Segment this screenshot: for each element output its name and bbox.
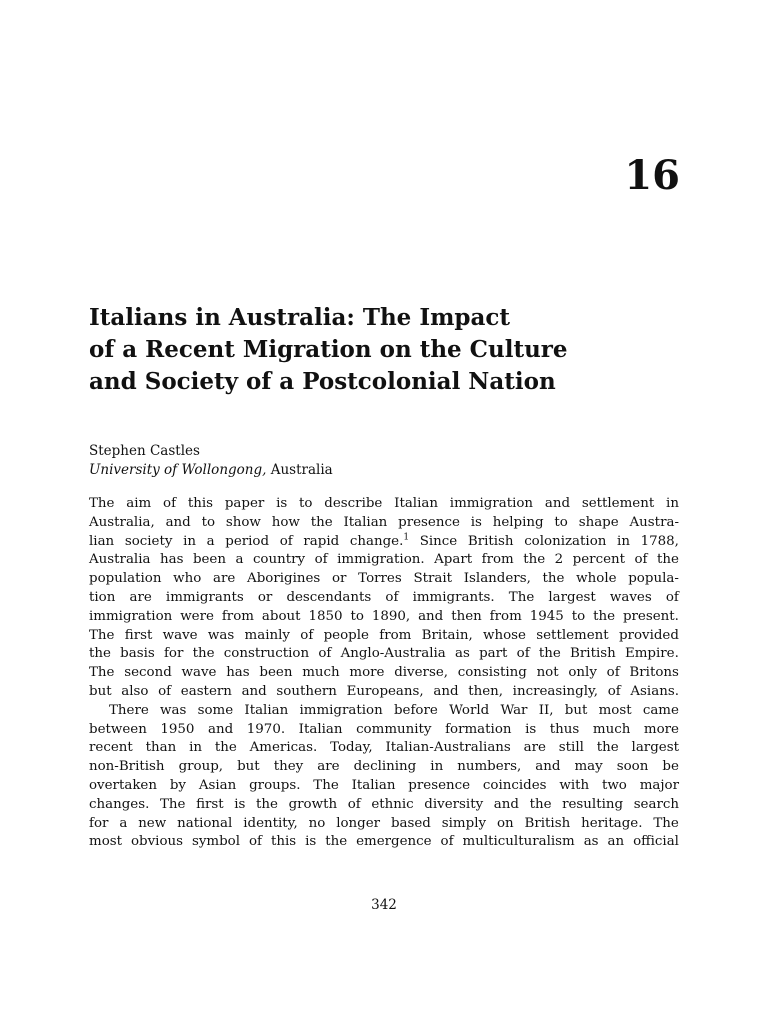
text-line bbox=[89, 815, 679, 834]
word: or bbox=[257, 589, 273, 605]
word: whose bbox=[483, 627, 526, 643]
word: official bbox=[633, 834, 679, 850]
word: Today, bbox=[330, 740, 373, 756]
word: immigration bbox=[449, 496, 534, 511]
word: from bbox=[221, 608, 254, 624]
word: emergence bbox=[356, 834, 432, 850]
word: of bbox=[158, 683, 172, 699]
word: are bbox=[317, 759, 340, 775]
word: construction bbox=[223, 646, 310, 662]
word: is bbox=[276, 496, 288, 511]
word: show bbox=[225, 514, 261, 530]
word: are bbox=[523, 740, 546, 756]
word: with bbox=[559, 777, 590, 793]
word: Strait bbox=[413, 571, 453, 587]
text-line bbox=[89, 608, 679, 627]
word: most bbox=[598, 702, 632, 718]
word: change.$^1$ bbox=[349, 532, 410, 549]
text-line bbox=[89, 645, 679, 664]
word: was bbox=[160, 702, 187, 718]
word: aim bbox=[126, 496, 152, 511]
word: resulting bbox=[562, 796, 624, 812]
word: more bbox=[349, 665, 385, 681]
word: declining bbox=[353, 759, 417, 775]
country-name: Australia bbox=[266, 462, 333, 478]
text-line bbox=[89, 739, 679, 758]
word: a bbox=[235, 552, 244, 568]
word: Britons bbox=[629, 665, 679, 681]
word: percent bbox=[572, 552, 625, 568]
word: the bbox=[523, 552, 546, 568]
footnote-marker: 1 bbox=[403, 532, 410, 543]
word: 1950 bbox=[160, 721, 195, 737]
text-line bbox=[89, 664, 679, 683]
text-line-with-footnote bbox=[89, 533, 679, 552]
word: recent bbox=[89, 740, 133, 756]
word: to bbox=[350, 608, 364, 624]
word: Italian bbox=[244, 702, 289, 718]
word: than bbox=[145, 740, 177, 756]
paragraph bbox=[89, 495, 679, 702]
word: came bbox=[642, 702, 679, 718]
word: to bbox=[299, 496, 313, 511]
word: Italian bbox=[351, 777, 396, 793]
word: The bbox=[89, 627, 115, 643]
word: consisting bbox=[457, 665, 527, 681]
chapter-number: 16 bbox=[624, 152, 680, 199]
word: provided bbox=[618, 627, 679, 643]
word: diverse, bbox=[394, 665, 449, 681]
word: immigrants. bbox=[412, 589, 495, 605]
word: numbers, bbox=[457, 759, 522, 775]
word: wave bbox=[162, 627, 198, 643]
word: 1890, bbox=[371, 608, 411, 624]
word: from bbox=[379, 627, 412, 643]
word: lian bbox=[89, 533, 115, 549]
word: this bbox=[187, 496, 214, 511]
word: and bbox=[493, 796, 519, 812]
word: the bbox=[214, 740, 237, 756]
word: colonization bbox=[524, 533, 607, 549]
word: coincides bbox=[482, 777, 547, 793]
word: then, bbox=[468, 683, 503, 699]
word: identity, bbox=[243, 815, 298, 831]
word: The bbox=[313, 777, 339, 793]
text-line bbox=[89, 570, 679, 589]
word: as bbox=[583, 834, 599, 850]
word: some bbox=[197, 702, 234, 718]
word: overtaken bbox=[89, 777, 157, 793]
word: search bbox=[633, 796, 679, 812]
word: period bbox=[225, 533, 270, 549]
word: has bbox=[159, 552, 184, 568]
word: society bbox=[124, 533, 173, 549]
word: who bbox=[173, 571, 202, 587]
text-line bbox=[89, 589, 679, 608]
word: still bbox=[558, 740, 584, 756]
word: paper bbox=[224, 496, 265, 511]
word: of bbox=[248, 834, 263, 850]
word: the bbox=[542, 571, 565, 587]
word: based bbox=[390, 815, 431, 831]
word: non-British bbox=[89, 759, 165, 775]
text-line bbox=[89, 627, 679, 646]
word: or bbox=[332, 571, 347, 587]
text-line bbox=[89, 551, 679, 570]
word: presence bbox=[398, 514, 460, 530]
word: largest bbox=[631, 740, 679, 756]
word: only bbox=[568, 665, 597, 681]
word: for bbox=[163, 646, 184, 662]
word: Apart bbox=[434, 552, 473, 568]
word: British bbox=[524, 815, 571, 831]
word: is bbox=[470, 514, 482, 530]
word: immigration. bbox=[337, 552, 425, 568]
word: and bbox=[544, 496, 571, 511]
word: of bbox=[347, 796, 361, 812]
word: but bbox=[237, 759, 260, 775]
text-line bbox=[89, 833, 679, 852]
word: wave bbox=[181, 665, 217, 681]
word: thus bbox=[549, 721, 580, 737]
word: of bbox=[318, 646, 332, 662]
word: before bbox=[393, 702, 438, 718]
word: The bbox=[653, 815, 679, 831]
body-text bbox=[89, 495, 679, 852]
word: Italian bbox=[394, 496, 438, 511]
word: of bbox=[634, 552, 648, 568]
word: immigration bbox=[89, 608, 173, 624]
word: and bbox=[418, 608, 444, 624]
word: 1945 bbox=[529, 608, 564, 624]
word: as bbox=[455, 646, 470, 662]
word: popula- bbox=[628, 571, 679, 587]
word: The bbox=[508, 589, 535, 605]
word: of bbox=[385, 589, 399, 605]
word: not bbox=[536, 665, 559, 681]
university-name: University of Wollongong, bbox=[89, 462, 267, 478]
word: 1970. bbox=[246, 721, 286, 737]
word: the bbox=[325, 834, 348, 850]
word: much bbox=[302, 665, 340, 681]
word: between bbox=[89, 721, 147, 737]
word: first bbox=[196, 796, 224, 812]
word: 2 bbox=[554, 552, 564, 568]
text-line bbox=[89, 495, 679, 514]
word: and bbox=[241, 683, 267, 699]
word: in bbox=[666, 496, 679, 511]
word: The bbox=[89, 496, 115, 511]
word: of bbox=[516, 646, 530, 662]
word: Torres bbox=[358, 571, 402, 587]
word: in bbox=[430, 759, 444, 775]
word: of bbox=[665, 589, 679, 605]
word: waves bbox=[609, 589, 652, 605]
text-line bbox=[89, 777, 679, 796]
word: diversity bbox=[424, 796, 484, 812]
word: about bbox=[261, 608, 301, 624]
word: a bbox=[119, 815, 128, 831]
word: from bbox=[481, 552, 514, 568]
word: of bbox=[279, 533, 293, 549]
word: has bbox=[226, 665, 250, 681]
word: community bbox=[356, 721, 432, 737]
word: Islanders, bbox=[463, 571, 531, 587]
word: from bbox=[489, 608, 522, 624]
word: basis bbox=[120, 646, 155, 662]
text-line bbox=[89, 702, 679, 721]
word: to bbox=[201, 514, 216, 530]
word: for bbox=[89, 815, 109, 831]
word: much bbox=[592, 721, 631, 737]
text-line bbox=[89, 514, 679, 533]
text-line bbox=[89, 683, 679, 702]
word: the bbox=[310, 514, 333, 530]
word: British bbox=[570, 646, 616, 662]
chapter-title-line: Italians in Australia: The Impact bbox=[89, 304, 511, 331]
word: and bbox=[433, 683, 459, 699]
word: II, bbox=[538, 702, 554, 718]
word: are bbox=[213, 571, 236, 587]
word: were bbox=[180, 608, 214, 624]
word: The bbox=[89, 665, 115, 681]
word: growth bbox=[288, 796, 338, 812]
word: formation bbox=[445, 721, 512, 737]
word: but bbox=[89, 683, 112, 699]
word: first bbox=[124, 627, 153, 643]
word: shape bbox=[578, 514, 619, 530]
word: Italian bbox=[343, 514, 388, 530]
word: more bbox=[643, 721, 679, 737]
text-line bbox=[89, 758, 679, 777]
word: immigrants bbox=[165, 589, 244, 605]
word: the bbox=[529, 796, 552, 812]
word: The bbox=[159, 796, 186, 812]
author-affiliation bbox=[89, 461, 333, 480]
word: on bbox=[496, 815, 514, 831]
chapter-title bbox=[89, 302, 649, 398]
text-line bbox=[89, 796, 679, 815]
word: Italian-Australians bbox=[385, 740, 511, 756]
word: population bbox=[89, 571, 162, 587]
word: largest bbox=[548, 589, 596, 605]
word: and bbox=[165, 514, 191, 530]
word: War bbox=[500, 702, 528, 718]
word: soon bbox=[616, 759, 649, 775]
word: tion bbox=[89, 589, 116, 605]
word: helping bbox=[492, 514, 544, 530]
word: Since bbox=[419, 533, 458, 549]
word: present. bbox=[622, 608, 679, 624]
word: the bbox=[538, 646, 561, 662]
word: most bbox=[89, 834, 123, 850]
word: be bbox=[662, 759, 679, 775]
word: There bbox=[109, 702, 149, 718]
word: Empire. bbox=[624, 646, 679, 662]
word: immigration bbox=[299, 702, 383, 718]
word: second bbox=[124, 665, 172, 681]
word: describe bbox=[324, 496, 383, 511]
word: symbol bbox=[191, 834, 241, 850]
word: but bbox=[564, 702, 588, 718]
word: two bbox=[601, 777, 627, 793]
word: British bbox=[467, 533, 514, 549]
word: rapid bbox=[303, 533, 340, 549]
word: an bbox=[607, 834, 625, 850]
word: part bbox=[479, 646, 508, 662]
word: presence bbox=[408, 777, 471, 793]
word: the bbox=[192, 646, 215, 662]
word: simply bbox=[441, 815, 487, 831]
word: Australia bbox=[89, 552, 151, 568]
word: multiculturalism bbox=[462, 834, 575, 850]
word: is bbox=[305, 834, 317, 850]
word: to bbox=[554, 514, 568, 530]
word: the bbox=[596, 740, 619, 756]
word: this bbox=[270, 834, 297, 850]
word: then bbox=[451, 608, 482, 624]
word: changes. bbox=[89, 796, 150, 812]
word: new bbox=[138, 815, 167, 831]
word: the bbox=[256, 796, 278, 812]
word: and bbox=[208, 721, 234, 737]
word: group, bbox=[178, 759, 224, 775]
chapter-title-line: and Society of a Postcolonial Nation bbox=[89, 368, 556, 395]
word: in bbox=[617, 533, 630, 549]
word: southern bbox=[276, 683, 337, 699]
word: 1850 bbox=[308, 608, 343, 624]
word: country bbox=[252, 552, 306, 568]
word: people bbox=[323, 627, 369, 643]
word: descendants bbox=[286, 589, 372, 605]
word: settlement bbox=[536, 627, 609, 643]
word: Italian bbox=[298, 721, 343, 737]
word: Europeans, bbox=[346, 683, 424, 699]
word: how bbox=[271, 514, 300, 530]
word: Australia, bbox=[89, 514, 155, 530]
paragraph bbox=[89, 702, 679, 852]
word: of bbox=[163, 496, 177, 511]
word: to bbox=[571, 608, 586, 624]
word: in bbox=[189, 740, 202, 756]
word: is bbox=[234, 796, 246, 812]
word: of bbox=[606, 665, 620, 681]
word: the bbox=[593, 608, 616, 624]
word: major bbox=[639, 777, 679, 793]
word: obvious bbox=[130, 834, 184, 850]
word: in bbox=[183, 533, 196, 549]
word: are bbox=[129, 589, 152, 605]
word: of bbox=[300, 627, 314, 643]
word: ethnic bbox=[371, 796, 414, 812]
word: a bbox=[206, 533, 215, 549]
word: no bbox=[308, 815, 326, 831]
text-line bbox=[89, 721, 679, 740]
word: eastern bbox=[180, 683, 232, 699]
word: may bbox=[574, 759, 603, 775]
word: Austra- bbox=[629, 514, 679, 530]
chapter-title-line: of a Recent Migration on the Culture bbox=[89, 336, 568, 363]
byline bbox=[89, 442, 333, 480]
word: Britain, bbox=[421, 627, 473, 643]
word: Asian bbox=[198, 777, 237, 793]
word: also bbox=[121, 683, 149, 699]
word: of bbox=[314, 552, 328, 568]
word: national bbox=[177, 815, 233, 831]
word: Aborigines bbox=[247, 571, 321, 587]
word: and bbox=[535, 759, 561, 775]
word: of bbox=[440, 834, 454, 850]
word: Anglo-Australia bbox=[340, 646, 446, 662]
word: they bbox=[273, 759, 304, 775]
word: been bbox=[192, 552, 226, 568]
word: heritage. bbox=[581, 815, 643, 831]
word: 1788, bbox=[640, 533, 679, 549]
word: was bbox=[207, 627, 235, 643]
word: increasingly, bbox=[512, 683, 599, 699]
word: Americas. bbox=[249, 740, 318, 756]
word: groups. bbox=[249, 777, 301, 793]
word: of bbox=[607, 683, 621, 699]
word: by bbox=[169, 777, 186, 793]
word: the bbox=[657, 552, 679, 568]
page-number: 342 bbox=[371, 897, 397, 913]
word: mainly bbox=[244, 627, 290, 643]
word: been bbox=[259, 665, 293, 681]
word: whole bbox=[576, 571, 617, 587]
word: Asians. bbox=[630, 683, 679, 699]
word: settlement bbox=[581, 496, 655, 511]
word: longer bbox=[336, 815, 381, 831]
word: World bbox=[449, 702, 490, 718]
word: is bbox=[525, 721, 537, 737]
word: the bbox=[89, 646, 111, 662]
author-name: Stephen Castles bbox=[89, 443, 200, 459]
